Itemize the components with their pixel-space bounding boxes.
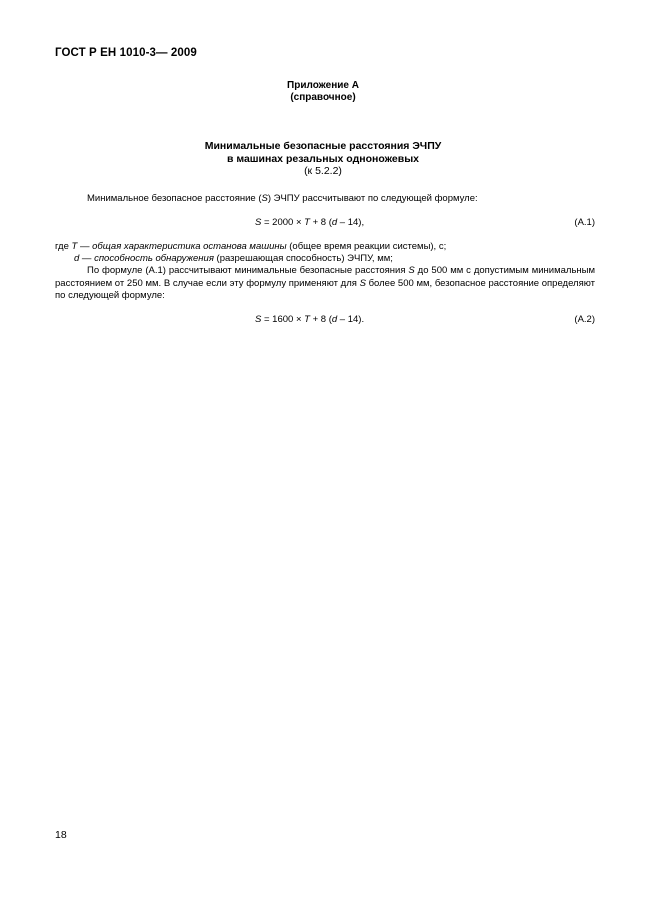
- section-heading: [0, 140, 646, 178]
- definition-t-rest: (общее время реакции системы), с;: [286, 241, 447, 252]
- section-title-line2: в машинах резальных одноножевых: [226, 152, 420, 165]
- formula-var-t: T: [304, 314, 310, 325]
- main-paragraph: [55, 265, 595, 303]
- formula-a2-number: (A.2): [574, 314, 595, 325]
- formula-var-s: S: [255, 314, 262, 325]
- intro-text-before: Минимальное безопасное расстояние (: [87, 193, 262, 204]
- section-title-line1: Минимальные безопасные расстояния ЭЧПУ: [204, 140, 442, 152]
- formula-text: – 14).: [337, 314, 365, 325]
- formula-var-t: T: [304, 217, 310, 228]
- formula-text: + 8 (: [309, 217, 332, 228]
- formula-text: – 14),: [337, 217, 365, 228]
- intro-paragraph: [87, 193, 478, 206]
- formula-a1-number: (A.1): [574, 217, 595, 228]
- definition-t-term: — общая характеристика останова машины: [77, 241, 287, 252]
- formula-text: = 2000 ×: [261, 217, 305, 228]
- definition-var-d: d: [74, 253, 80, 264]
- formula-a2-expression: [255, 314, 364, 326]
- paragraph-var-s: S: [408, 265, 415, 276]
- paragraph-text: По формуле (А.1) рассчитывают минимальные безопасные расстояния: [87, 265, 409, 276]
- paragraph-var-s: S: [359, 277, 366, 289]
- standard-header: ГОСТ Р ЕН 1010-3— 2009: [55, 47, 197, 59]
- intro-text-after: ) ЭЧПУ рассчитывают по следующей формуле:: [267, 193, 478, 204]
- paragraph-text: до 500 мм с допустимым минимальным расстоянием от 250 мм. В случае если эту формулу применяют для: [55, 265, 595, 289]
- where-prefix: где: [55, 241, 72, 252]
- definition-d: [74, 253, 393, 266]
- formula-text: + 8 (: [309, 314, 332, 325]
- annex-type: (справочное): [290, 92, 356, 103]
- formula-var-d: d: [331, 217, 338, 228]
- definition-var-t: T: [71, 241, 78, 252]
- intro-variable-s: S: [261, 193, 268, 204]
- formula-var-s: S: [255, 217, 262, 228]
- definition-d-rest: (разрешающая способность) ЭЧПУ, мм;: [213, 253, 393, 264]
- page-number: 18: [55, 829, 67, 841]
- definition-t: [55, 241, 446, 254]
- formula-a1-expression: [255, 217, 364, 229]
- formula-text: = 1600 ×: [261, 314, 305, 325]
- annex-heading: [0, 80, 646, 104]
- formula-var-d: d: [331, 314, 338, 325]
- definition-d-term: — способность обнаружения: [79, 253, 214, 264]
- annex-title: Приложение А: [287, 80, 359, 91]
- section-reference: (к 5.2.2): [304, 165, 342, 177]
- paragraph-text: более 500 мм, безопасное расстояние определяют по следующей формуле:: [55, 277, 595, 301]
